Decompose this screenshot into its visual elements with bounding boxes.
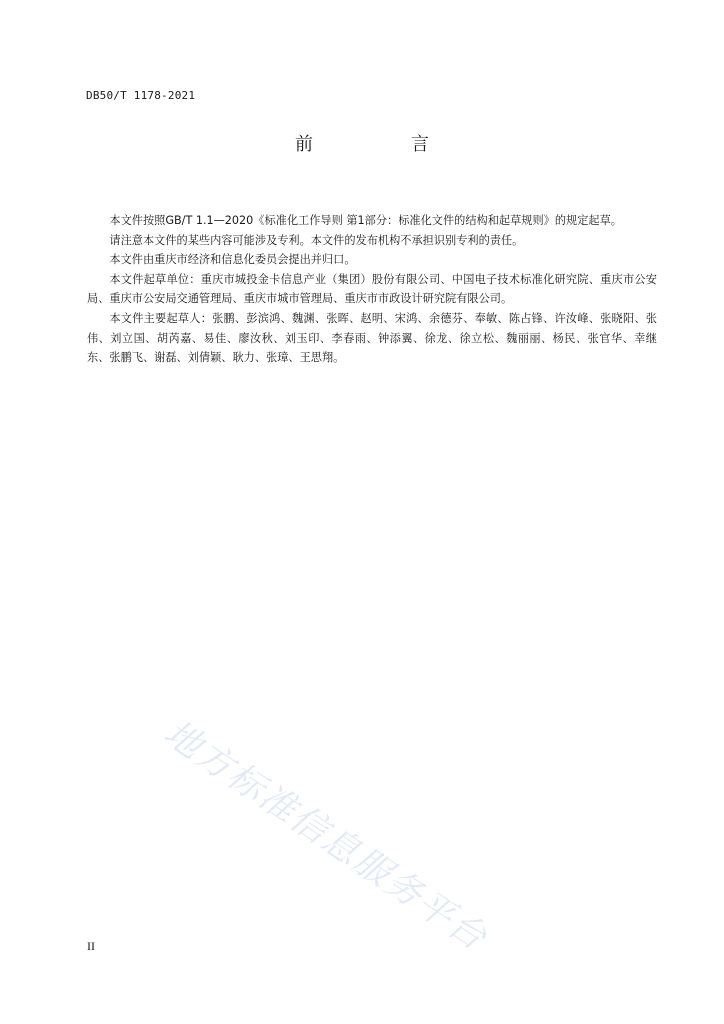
- document-body: [87, 211, 657, 368]
- page-title: 前 言: [295, 134, 469, 155]
- paragraph-drafting-rules: 本文件按照GB/T 1.1—2020《标准化工作导则 第1部分：标准化文件的结构和起草规则》的规定起草。: [109, 214, 622, 227]
- paragraph-proposer: 本文件由重庆市经济和信息化委员会提出并归口。: [109, 253, 356, 267]
- document-code: DB50/T 1178-2021: [86, 89, 196, 102]
- page-number: II: [87, 939, 95, 953]
- watermark: 地方标准信息服务平台: [156, 712, 495, 960]
- paragraph-patent-notice: 请注意本文件的某些内容可能涉及专利。本文件的发布机构不承担识别专利的责任。: [109, 233, 524, 247]
- paragraph-drafting-units: 本文件起草单位：重庆市城投金卡信息产业（集团）股份有限公司、中国电子技术标准化研究院、重庆市公安局、重庆市公安局交通管理局、重庆市城市管理局、重庆市市政设计研究院有限公司。: [87, 272, 657, 306]
- paragraph-drafters: 本文件主要起草人：张鹏、彭滨鸿、魏渊、张晖、赵明、宋鸿、余德芬、奉敏、陈占锋、许汝峰、张晓阳、张伟、刘立国、胡芮嘉、易佳、廖汝秋、刘玉印、李春雨、钟添翼、徐龙、徐立松、魏丽丽、杨民、张官华、幸继东、张鹏飞、谢磊、刘倩颖、耿力、张璋、王思翔。: [87, 311, 657, 365]
